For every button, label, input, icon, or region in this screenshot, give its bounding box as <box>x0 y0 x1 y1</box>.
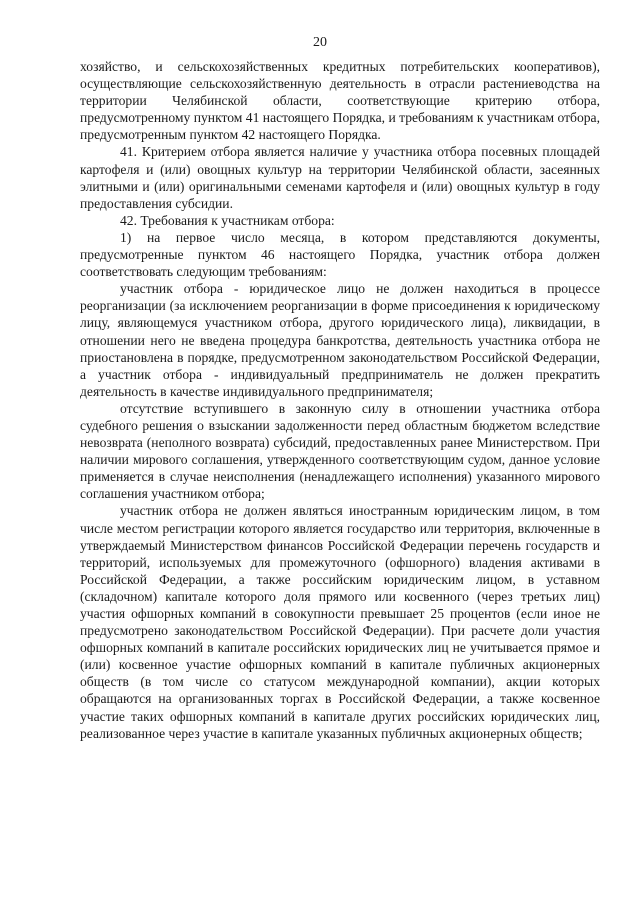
paragraph-42-heading: 42. Требования к участникам отбора: <box>120 212 335 228</box>
paragraph-41-criterion: 41. Критерием отбора является наличие у участника отбора посевных площадей картофеля и (или) овощных культур на территории Челябинской области, засеянных элитными и (или) оригинальными семенами картофеля и (или) овощных культур в году предоставления субсидии. <box>80 144 600 211</box>
paragraph-requirement-court-decision: отсутствие вступившего в законную силу в отношении участника отбора судебного решения о взыскании задолженности перед областным бюджетом вследствие невозврата (неполного возврата) субсидий, предоставленных ранее Министерством. При наличии мирового соглашения, утвержденного соответствующим судом, данное условие применяется в случае неисполнения (ненадлежащего исполнения) указанного мирового соглашения участником отбора; <box>80 400 600 502</box>
document-body <box>80 58 600 742</box>
page-number: 20 <box>313 35 327 50</box>
paragraph-requirement-offshore: участник отбора не должен являться иностранным юридическим лицом, в том числе местом регистрации которого является государство или территория, включенные в утверждаемый Министерством финансов Российской Федерации перечень государств и территорий, используемых для промежуточного (офшорного) владения активами в Российской Федерации, а также российским юридическим лицом, в уставном (складочном) капитале которого доля прямого или косвенного (через третьих лиц) участия офшорных компаний в совокупности превышает 25 процентов (если иное не предусмотрено законодательством Российской Федерации). При расчете доли участия офшорных компаний в капитале российских юридических лиц не учитывается прямое и (или) косвенное участие офшорных компаний в капитале публичных акционерных обществ (в том числе со статусом международной компании), акции которых обращаются на организованных торгах в Российской Федерации, а также косвенное участие таких офшорных компаний в капитале других российских юридических лиц, реализованное через участие в капитале указанных публичных акционерных обществ; <box>80 503 600 741</box>
paragraph-42-item-1: 1) на первое число месяца, в котором представляются документы, предусмотренные пунктом 46 настоящего Порядка, участник отбора должен соответствовать следующим требованиям: <box>80 229 600 280</box>
paragraph-requirement-reorganization: участник отбора - юридическое лицо не должен находиться в процессе реорганизации (за исключением реорганизации в форме присоединения к юридическому лицу, являющемуся участником отбора, другого юридического лица), ликвидации, в отношении него не введена процедура банкротства, деятельность участника отбора не приостановлена в порядке, предусмотренном законодательством Российской Федерации, а участник отбора - индивидуальный предприниматель не должен прекратить деятельность в качестве индивидуального предпринимателя; <box>80 281 600 399</box>
paragraph-intro-continuation: хозяйство, и сельскохозяйственных кредитных потребительских кооперативов), осуществляющие сельскохозяйственную деятельность в отрасли растениеводства на территории Челябинской области, соответствующие критерию отбора, предусмотренному пунктом 41 настоящего Порядка, и требованиям к участникам отбора, предусмотренным пунктом 42 настоящего Порядка. <box>80 59 600 143</box>
